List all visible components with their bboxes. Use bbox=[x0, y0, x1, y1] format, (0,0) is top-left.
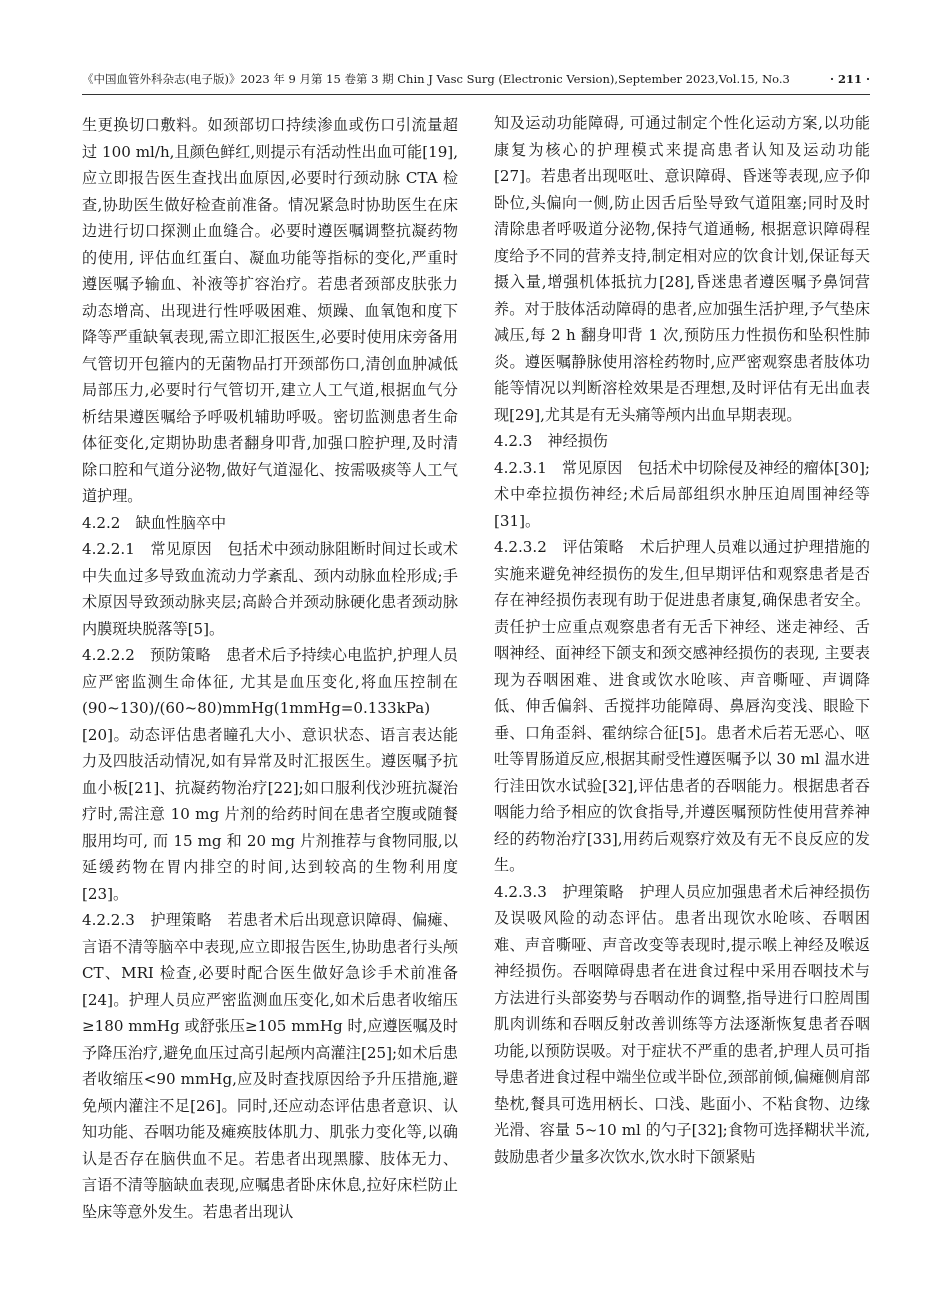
paragraph-4-2-3-3: 4.2.3.3 护理策略 护理人员应加强患者术后神经损伤及误吸风险的动态评估。患者出现饮水呛咳、吞咽困难、声音嘶哑、声音改变等表现时,提示喉上神经及喉返神经损伤。吞咽障碍患者在进食过程中采用吞咽技术与方法进行头部姿势与吞咽动作的调整,指导进行口腔周围肌肉训练和吞咽反射改善训练等方法逐渐恢复患者吞咽功能,以预防误吸。对于症状不严重的患者,护理人员可指导患者进食过程中端坐位或半卧位,颈部前倾,偏瘫侧肩部垫枕,餐具可选用柄长、口浅、匙面小、不粘食物、边缘光滑、容量 5~10 ml 的勺子[32];食物可选择糊状半流,鼓励患者少量多次饮水,饮水时下颌紧贴 bbox=[494, 882, 870, 1166]
page-number: · 211 · bbox=[829, 72, 870, 86]
section-heading-4-2-2: 4.2.2 缺血性脑卒中 bbox=[82, 513, 227, 532]
left-column bbox=[82, 112, 458, 1225]
paragraph-4-2-2-3: 4.2.2.3 护理策略 若患者术后出现意识障碍、偏瘫、言语不清等脑卒中表现,应立即报告医生,协助患者行头颅 CT、MRI 检查,必要时配合医生做好急诊手术前准备[24]。护理人员应严密监测血压变化,如术后患者收缩压≥180 mmHg 或舒张压≥105 mmHg 时,应遵医嘱及时予降压治疗,避免血压过高引起颅内高灌注[25];如术后患者收缩压<90 mmHg,应及时查找原因给予升压措施,避免颅内灌注不足[26]。同时,还应动态评估患者意识、认知功能、吞咽功能及瘫痪肢体肌力、肌张力变化等,以确认是否存在脑供血不足。若患者出现黑朦、肢体无力、言语不清等脑缺血表现,应嘱患者卧床休息,拉好床栏防止坠床等意外发生。若患者出现认 bbox=[82, 911, 458, 1221]
header-rule bbox=[82, 94, 870, 95]
paragraph-4-2-3-1: 4.2.3.1 常见原因 包括术中切除侵及神经的瘤体[30];术中牵拉损伤神经;术后局部组织水肿压迫周围神经等[31]。 bbox=[494, 458, 870, 530]
paragraph-4-2-2-2: 4.2.2.2 预防策略 患者术后予持续心电监护,护理人员应严密监测生命体征, 尤其是血压变化,将血压控制在(90~130)/(60~80)mmHg(1mmHg=0.133kPa)[20]。动态评估患者瞳孔大小、意识状态、语言表达能力及四肢活动情况,如有异常及时汇报医生。遵医嘱予抗血小板[21]、抗凝药物治疗[22];如口服利伐沙班抗凝治疗时,需注意 10 mg 片剂的给药时间在患者空腹或随餐服用均可, 而 15 mg 和 20 mg 片剂推荐与食物同服,以延缓药物在胃内排空的时间,达到较高的生物利用度[23]。 bbox=[82, 646, 458, 903]
paragraph-4-2-2-1: 4.2.2.1 常见原因 包括术中颈动脉阻断时间过长或术中失血过多导致血流动力学紊乱、颈内动脉血栓形成;手术原因导致颈动脉夹层;高龄合并颈动脉硬化患者颈动脉内膜斑块脱落等[5]。 bbox=[82, 540, 458, 638]
section-heading-4-2-3: 4.2.3 神经损伤 bbox=[494, 432, 608, 450]
paragraph-4-2-3-2: 4.2.3.2 评估策略 术后护理人员难以通过护理措施的实施来避免神经损伤的发生,但早期评估和观察患者是否存在神经损伤表现有助于促进患者康复,确保患者安全。责任护士应重点观察患者有无舌下神经、迷走神经、舌咽神经、面神经下颌支和颈交感神经损伤的表现, 主要表现为吞咽困难、进食或饮水呛咳、声音嘶哑、声调降低、伸舌偏斜、舌搅拌功能障碍、鼻唇沟变浅、眼睑下垂、口角歪斜、霍纳综合征[5]。患者术后若无恶心、呕吐等胃肠道反应,根据其耐受性遵医嘱予以 30 ml 温水进行洼田饮水试验[32],评估患者的吞咽能力。根据患者吞咽能力给予相应的饮食指导,并遵医嘱预防性使用营养神经的药物治疗[33],用药后观察疗效及有无不良反应的发生。 bbox=[494, 538, 870, 874]
paragraph: 生更换切口敷料。如颈部切口持续渗血或伤口引流量超过 100 ml/h,且颜色鲜红,则提示有活动性出血可能[19],应立即报告医生查找出血原因,必要时行颈动脉 CTA 检查,协助医生做好检查前准备。情况紧急时协助医生在床边进行切口探测止血缝合。必要时遵医嘱调整抗凝药物的使用, 评估血红蛋白、凝血功能等指标的变化,严重时遵医嘱予输血、补液等扩容治疗。若患者颈部皮肤张力动态增高、出现进行性呼吸困难、烦躁、血氧饱和度下降等严重缺氧表现,需立即汇报医生,必要时使用床旁备用气管切开包箍内的无菌物品打开颈部伤口,清创血肿减低局部压力,必要时行气管切开,建立人工气道,根据血气分析结果遵医嘱给予呼吸机辅助呼吸。密切监测患者生命体征变化,定期协助患者翻身叩背,加强口腔护理,及时清除口腔和气道分泌物,做好气道湿化、按需吸痰等人工气道护理。 bbox=[82, 116, 458, 505]
paragraph: 知及运动功能障碍, 可通过制定个性化运动方案,以功能康复为核心的护理模式来提高患者认知及运动功能[27]。若患者出现呕吐、意识障碍、昏迷等表现,应予仰卧位,头偏向一侧,防止因舌后坠导致气道阻塞;同时及时清除患者呼吸道分泌物,保持气道通畅, 根据意识障碍程度给予不同的营养支持,制定相对应的饮食计划,保证每天摄入量,增强机体抵抗力[28],昏迷患者遵医嘱予鼻饲营养。对于肢体活动障碍的患者,应加强生活护理,予气垫床减压,每 2 h 翻身叩背 1 次,预防压力性损伤和坠积性肺炎。遵医嘱静脉使用溶栓药物时,应严密观察患者肢体功能等情况以判断溶栓效果是否理想,及时评估有无出血表现[29],尤其是有无头痛等颅内出血早期表现。 bbox=[494, 114, 870, 424]
running-header bbox=[82, 66, 870, 92]
right-column bbox=[494, 110, 870, 1170]
journal-citation: 《中国血管外科杂志(电子版)》2023 年 9 月第 15 卷第 3 期 Chin J Vasc Surg (Electronic Version),September 2023,Vol.15, No.3 bbox=[82, 72, 790, 86]
